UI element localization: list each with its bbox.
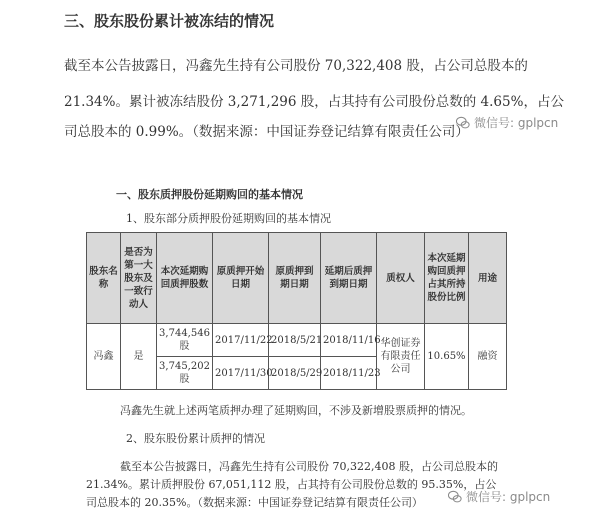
- watermark: [456, 114, 558, 131]
- shares-cell: 3,744,546股: [157, 324, 213, 357]
- col-header: 是否为第一大股东及一致行动人: [121, 233, 157, 324]
- pledge-note: 冯鑫先生就上述两笔质押办理了延期购回，不涉及新增股票质押的情况。: [120, 404, 472, 417]
- shareholder-cell: 冯鑫: [87, 324, 121, 390]
- start-date-cell: 2017/11/30: [213, 357, 269, 390]
- section-title: 三、股东股份累计被冻结的情况: [64, 12, 275, 30]
- purpose-cell: 融资: [469, 324, 507, 390]
- col-header: 本次延期购回质押股数: [157, 233, 213, 324]
- cumulative-subheading: 2、股东股份累计质押的情况: [126, 432, 265, 445]
- freeze-paragraph-line3: 司总股本的 0.99%。（数据来源：中国证券登记结算有限责任公司）: [64, 124, 469, 140]
- col-header: 本次延期购回质押占其所持股份比例: [425, 233, 469, 324]
- new-end-cell: 2018/11/23: [321, 357, 377, 390]
- col-header: 质权人: [377, 233, 425, 324]
- cumulative-line1: 截至本公告披露日，冯鑫先生持有公司股份 70,322,408 股，占公司总股本的: [120, 460, 498, 473]
- freeze-paragraph-line1: 截至本公告披露日，冯鑫先生持有公司股份 70,322,408 股，占公司总股本的: [64, 58, 528, 74]
- orig-end-cell: 2018/5/29: [269, 357, 321, 390]
- wechat-icon: [456, 116, 470, 130]
- pledge-table: [86, 232, 507, 390]
- cumulative-line3: 司总股本的 20.35%。（数据来源：中国证券登记结算有限责任公司）: [86, 496, 423, 509]
- col-header: 原质押开始日期: [213, 233, 269, 324]
- cumulative-line2: 21.34%。累计质押股份 67,051,112 股，占其持有公司股份总数的 95.35%，占公: [86, 478, 497, 491]
- start-date-cell: 2017/11/22: [213, 324, 269, 357]
- col-header: 股东名称: [87, 233, 121, 324]
- new-end-cell: 2018/11/16: [321, 324, 377, 357]
- ratio-cell: 10.65%: [425, 324, 469, 390]
- watermark-text: 微信号: gplpcn: [474, 116, 559, 130]
- table-header-row: [87, 233, 507, 324]
- watermark-text: 微信号: gplpcn: [466, 490, 551, 504]
- col-header: 用途: [469, 233, 507, 324]
- pledgee-cell: 华创证券有限责任公司: [377, 324, 425, 390]
- orig-end-cell: 2018/5/21: [269, 324, 321, 357]
- freeze-paragraph-line2: 21.34%。累计被冻结股份 3,271,296 股，占其持有公司股份总数的 4.65%，占公: [64, 94, 564, 110]
- shares-cell: 3,745,202股: [157, 357, 213, 390]
- table-row: [87, 324, 507, 357]
- pledge-subheading: 1、股东部分质押股份延期购回的基本情况: [126, 212, 331, 225]
- is-largest-cell: 是: [121, 324, 157, 390]
- col-header: 原质押到期日期: [269, 233, 321, 324]
- pledge-heading: 一、股东质押股份延期购回的基本情况: [116, 188, 303, 201]
- col-header: 延期后质押到期日期: [321, 233, 377, 324]
- watermark: [448, 488, 550, 505]
- wechat-icon: [448, 490, 462, 504]
